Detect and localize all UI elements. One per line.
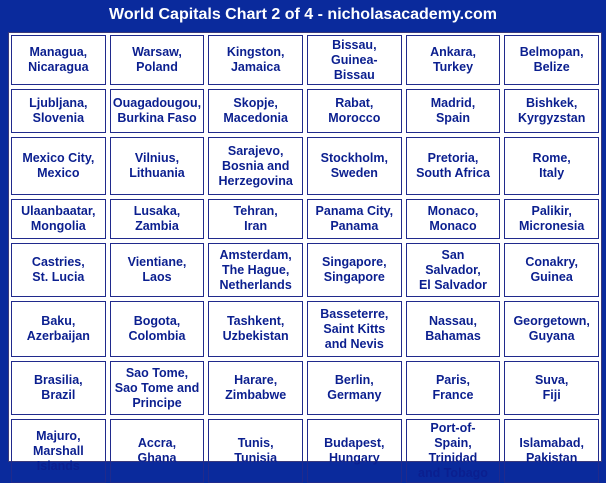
capital-cell: Rome, Italy bbox=[504, 137, 599, 195]
capital-cell: Ljubljana, Slovenia bbox=[11, 89, 106, 133]
capital-cell: Tehran, Iran bbox=[208, 199, 303, 239]
capital-cell: Nassau, Bahamas bbox=[406, 301, 501, 357]
capital-cell: Singapore, Singapore bbox=[307, 243, 402, 297]
capital-cell: Bishkek, Kyrgyzstan bbox=[504, 89, 599, 133]
capital-cell: Kingston, Jamaica bbox=[208, 35, 303, 85]
capital-cell: Mexico City, Mexico bbox=[11, 137, 106, 195]
capital-cell: Port-of- Spain, Trinidad and Tobago bbox=[406, 419, 501, 483]
capital-cell: Managua, Nicaragua bbox=[11, 35, 106, 85]
capital-cell: Amsterdam, The Hague, Netherlands bbox=[208, 243, 303, 297]
capital-cell: Bissau, Guinea- Bissau bbox=[307, 35, 402, 85]
capital-cell: Vilnius, Lithuania bbox=[110, 137, 205, 195]
capital-cell: Palikir, Micronesia bbox=[504, 199, 599, 239]
capital-cell: Panama City, Panama bbox=[307, 199, 402, 239]
capital-cell: Bogota, Colombia bbox=[110, 301, 205, 357]
capital-cell: Baku, Azerbaijan bbox=[11, 301, 106, 357]
capital-cell: San Salvador, El Salvador bbox=[406, 243, 501, 297]
capital-cell: Ankara, Turkey bbox=[406, 35, 501, 85]
capital-cell: Castries, St. Lucia bbox=[11, 243, 106, 297]
capital-cell: Ulaanbaatar, Mongolia bbox=[11, 199, 106, 239]
capital-cell: Brasilia, Brazil bbox=[11, 361, 106, 415]
capital-cell: Sao Tome, Sao Tome and Principe bbox=[110, 361, 205, 415]
capital-cell: Conakry, Guinea bbox=[504, 243, 599, 297]
capital-cell: Berlin, Germany bbox=[307, 361, 402, 415]
capitals-grid bbox=[8, 32, 602, 480]
capital-cell: Harare, Zimbabwe bbox=[208, 361, 303, 415]
capital-cell: Majuro, Marshall Islands bbox=[11, 419, 106, 483]
capital-cell: Ouagadougou, Burkina Faso bbox=[110, 89, 205, 133]
capital-cell: Pretoria, South Africa bbox=[406, 137, 501, 195]
capital-cell: Rabat, Morocco bbox=[307, 89, 402, 133]
capital-cell: Belmopan, Belize bbox=[504, 35, 599, 85]
capital-cell: Sarajevo, Bosnia and Herzegovina bbox=[208, 137, 303, 195]
chart-title: World Capitals Chart 2 of 4 - nicholasacademy.com bbox=[109, 6, 497, 23]
capital-cell: Georgetown, Guyana bbox=[504, 301, 599, 357]
capital-cell: Vientiane, Laos bbox=[110, 243, 205, 297]
capital-cell: Suva, Fiji bbox=[504, 361, 599, 415]
capital-cell: Tunis, Tunisia bbox=[208, 419, 303, 483]
capital-cell: Accra, Ghana bbox=[110, 419, 205, 483]
capital-cell: Monaco, Monaco bbox=[406, 199, 501, 239]
capital-cell: Madrid, Spain bbox=[406, 89, 501, 133]
capital-cell: Stockholm, Sweden bbox=[307, 137, 402, 195]
capital-cell: Paris, France bbox=[406, 361, 501, 415]
capital-cell: Skopje, Macedonia bbox=[208, 89, 303, 133]
capital-cell: Tashkent, Uzbekistan bbox=[208, 301, 303, 357]
capital-cell: Basseterre, Saint Kitts and Nevis bbox=[307, 301, 402, 357]
capital-cell: Islamabad, Pakistan bbox=[504, 419, 599, 483]
capital-cell: Lusaka, Zambia bbox=[110, 199, 205, 239]
capital-cell: Warsaw, Poland bbox=[110, 35, 205, 85]
capital-cell: Budapest, Hungary bbox=[307, 419, 402, 483]
